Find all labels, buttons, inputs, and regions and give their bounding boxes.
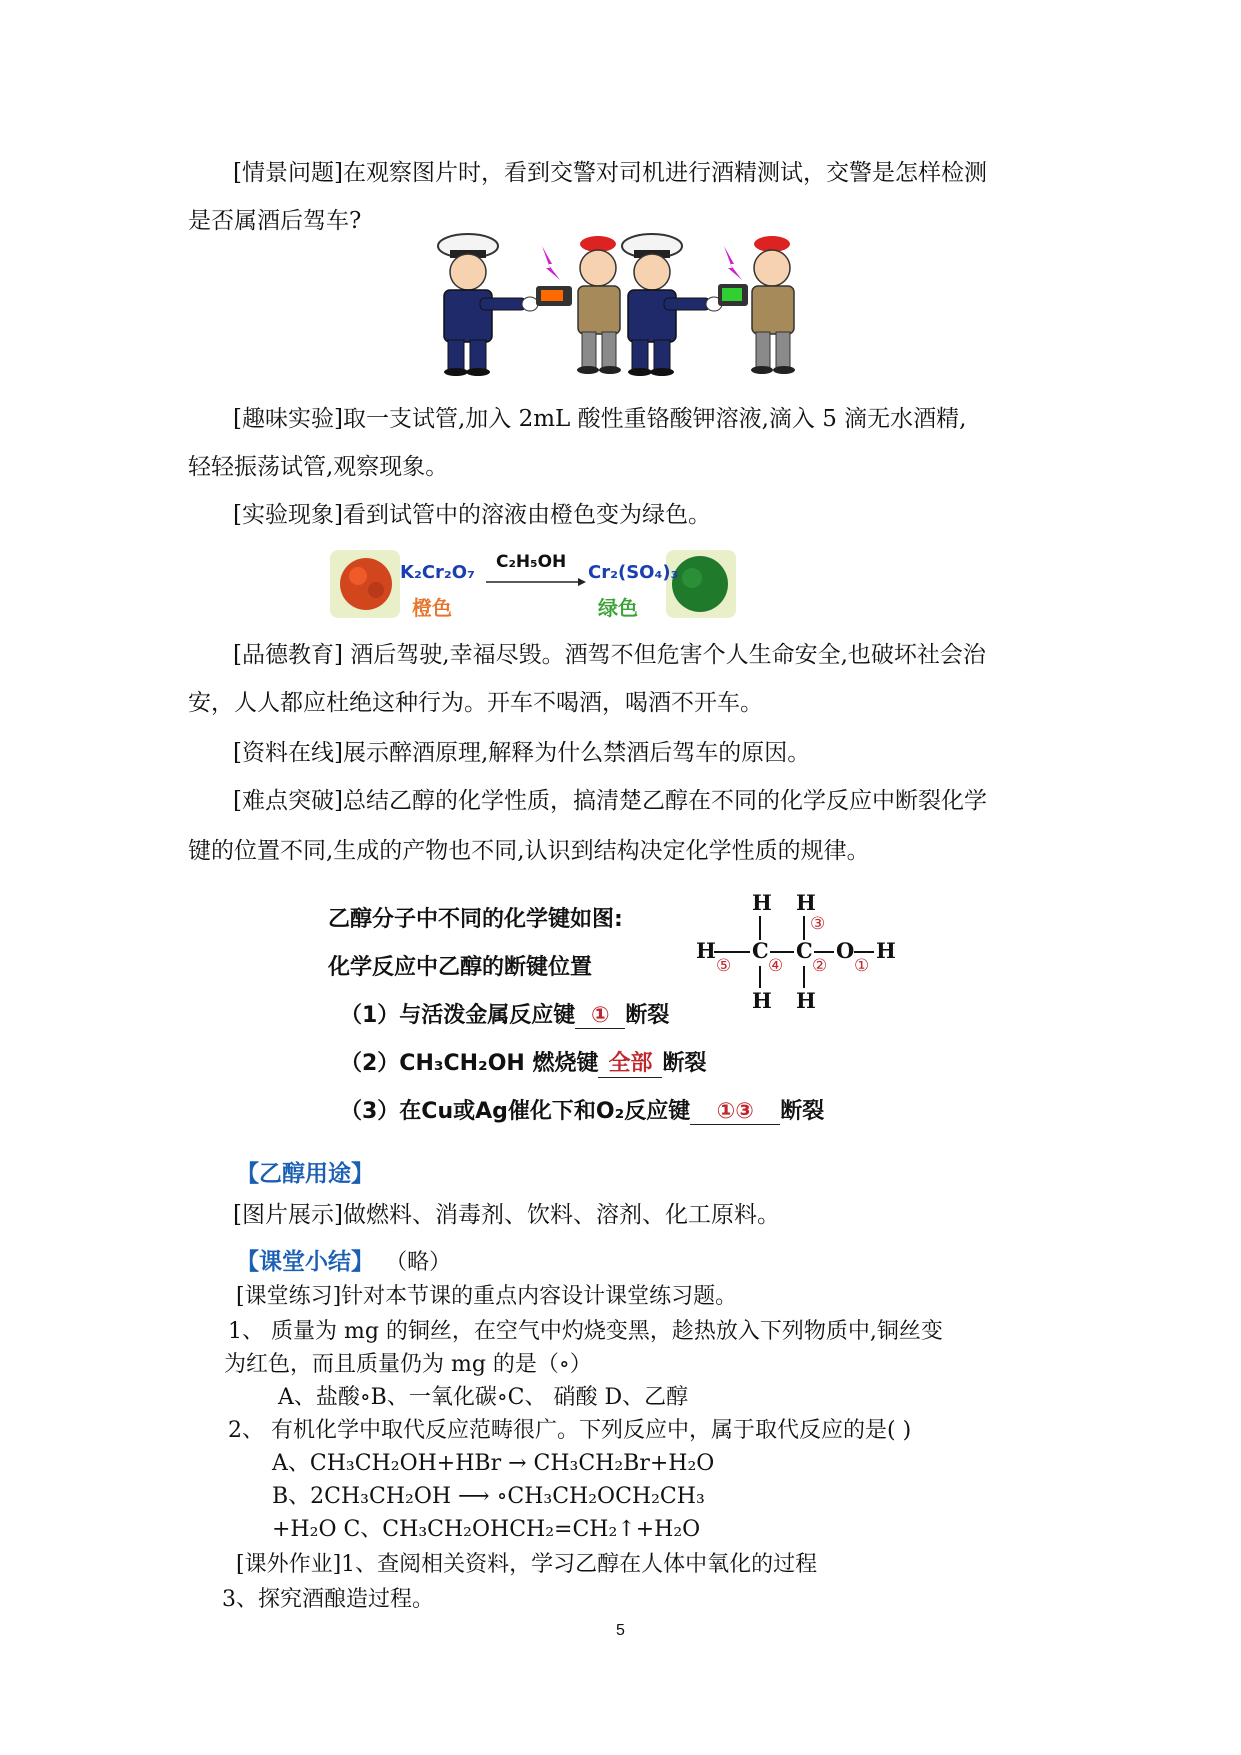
exercise-q2-option-a: A、CH₃CH₂OH+HBr → CH₃CH₂Br+H₂O	[272, 1451, 715, 1476]
homework-line1: [课外作业]1、查阅相关资料，学习乙醇在人体中氧化的过程	[236, 1552, 818, 1577]
atom-h-bottom-1: H	[752, 988, 772, 1013]
bond-label-3: ③	[810, 914, 826, 934]
atom-h-top-1: H	[752, 890, 772, 915]
breathalyzer-green	[718, 246, 748, 306]
bonds-item-2: （2）CH₃CH₂OH 燃烧键 全部 断裂	[340, 1046, 706, 1078]
difficulty-line2: 键的位置不同,生成的产物也不同,认识到结构决定化学性质的规律。	[188, 838, 870, 864]
reaction-figure	[330, 548, 736, 620]
experiment-line2: 轻轻振荡试管,观察现象。	[188, 454, 449, 480]
product-formula: Cr₂(SO₄)₃	[588, 562, 679, 583]
atom-c-1: C	[752, 938, 769, 963]
exercise-q1-line1: 1、 质量为 mg 的铜丝，在空气中灼烧变黑，趁热放入下列物质中,铜丝变	[228, 1319, 943, 1344]
bonds-item-1: （1）与活泼金属反应键 ① 断裂	[340, 1003, 670, 1028]
reactant-formula: K₂Cr₂O₇	[400, 562, 475, 583]
green-label: 绿色	[598, 596, 638, 620]
reagent-formula: C₂H₅OH	[496, 552, 567, 572]
atom-h-right: H	[876, 938, 896, 963]
summary-note: （略）	[385, 1250, 452, 1275]
bonds-title: 乙醇分子中不同的化学键如图:	[328, 907, 623, 932]
driver-figure-2	[751, 236, 795, 374]
breathalyzer-orange	[536, 246, 572, 306]
uses-header: 【乙醇用途】	[236, 1161, 374, 1187]
difficulty-line1: [难点突破]总结乙醇的化学性质，搞清楚乙醇在不同的化学反应中断裂化学	[233, 788, 987, 814]
exercise-q1-line2: 为红色，而且质量仍为 mg 的是（∘）	[224, 1352, 592, 1377]
summary-header: 【课堂小结】	[236, 1249, 374, 1275]
exercise-intro: [课堂练习]针对本节课的重点内容设计课堂练习题。	[236, 1284, 738, 1309]
bonds-item-3: （3）在Cu或Ag催化下和O₂反应键 ①③ 断裂	[340, 1099, 825, 1124]
summary-line	[236, 1243, 451, 1276]
moral-education-line2: 安，人人都应杜绝这种行为。开车不喝酒，喝酒不开车。	[188, 690, 763, 716]
exercise-q1-options: A、盐酸∘B、一氧化碳∘C、 硝酸 D、乙醇	[278, 1385, 689, 1410]
atom-h-top-2: H	[796, 890, 816, 915]
experiment-line1: [趣味实验]取一支试管,加入 2mL 酸性重铬酸钾溶液,滴入 5 滴无水酒精,	[233, 406, 967, 432]
uses-text: [图片展示]做燃料、消毒剂、饮料、溶剂、化工原料。	[233, 1202, 780, 1228]
ethanol-structure	[696, 890, 916, 1030]
driver-figure-1	[577, 236, 621, 374]
police-alcohol-test-illustration	[420, 228, 800, 376]
orange-label: 橙色	[412, 596, 452, 620]
atom-h-left: H	[696, 938, 716, 963]
homework-line2: 3、探究酒酿造过程。	[222, 1587, 434, 1612]
bonds-subtitle: 化学反应中乙醇的断键位置	[328, 955, 593, 980]
bond-label-5: ⑤	[716, 956, 732, 976]
police-officer-figure-1	[438, 234, 538, 376]
bond-label-2: ②	[812, 956, 828, 976]
atom-c-2: C	[796, 938, 813, 963]
scene-question-line2: 是否属酒后驾车?	[188, 208, 362, 234]
moral-education-line1: [品德教育] 酒后驾驶,幸福尽毁。酒驾不但危害个人生命安全,也破坏社会治	[233, 642, 986, 668]
orange-crystal-icon	[340, 558, 392, 610]
police-officer-figure-2	[622, 234, 722, 376]
phenomenon: [实验现象]看到试管中的溶液由橙色变为绿色。	[233, 502, 711, 528]
bond-label-4: ④	[768, 956, 784, 976]
reaction-arrow-head	[578, 578, 586, 586]
page-number: 5	[616, 1622, 625, 1639]
ethanol-bonds-figure	[320, 890, 920, 1130]
data-online: [资料在线]展示醉酒原理,解释为什么禁酒后驾车的原因。	[233, 740, 811, 766]
exercise-q2-option-b: B、2CH₃CH₂OH ⟶ ∘CH₃CH₂OCH₂CH₃	[272, 1484, 705, 1509]
atom-h-bottom-2: H	[796, 988, 816, 1013]
bond-label-1: ①	[854, 956, 870, 976]
exercise-q2-option-c: +H₂O C、CH₃CH₂OHCH₂=CH₂↑+H₂O	[272, 1517, 701, 1542]
exercise-q2-line1: 2、 有机化学中取代反应范畴很广。下列反应中，属于取代反应的是( )	[228, 1418, 912, 1443]
atom-o: O	[836, 938, 855, 963]
scene-question-line1: [情景问题]在观察图片时，看到交警对司机进行酒精测试，交警是怎样检测	[233, 160, 987, 186]
